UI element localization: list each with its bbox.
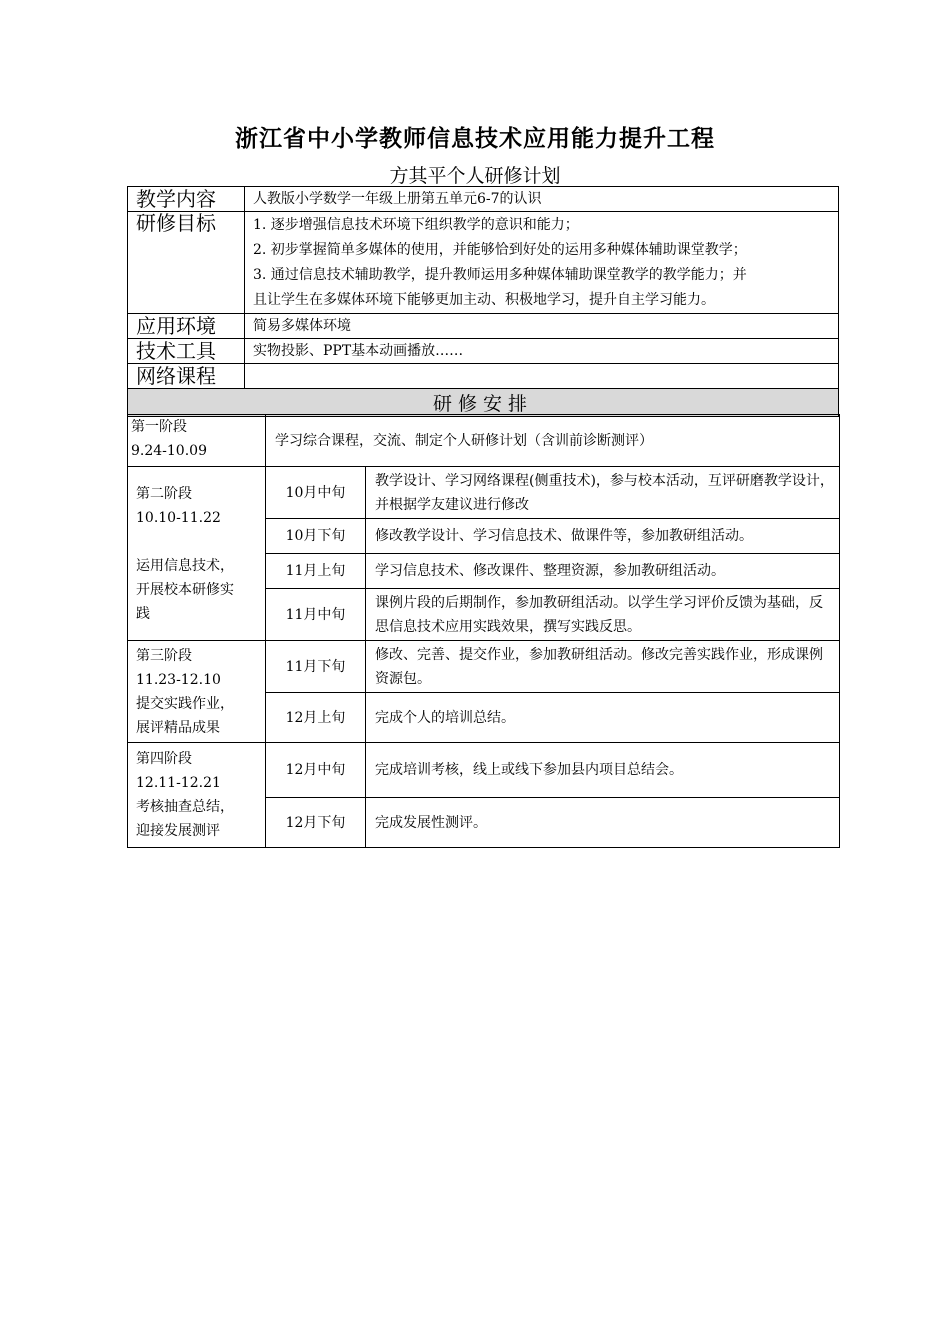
stage2-name: 第二阶段 (136, 485, 192, 502)
course-value (245, 364, 839, 389)
task-cell: 教学设计、学习网络课程(侧重技术)，参与校本活动，互评研磨教学设计，并根据学友建议进行修改 (366, 467, 840, 519)
goal-item: 2. 初步掌握简单多媒体的使用，并能够恰到好处的运用多种媒体辅助课堂教学； (253, 242, 747, 258)
content-value: 人教版小学数学一年级上册第五单元6-7的认识 (245, 187, 839, 212)
stage1-cell (128, 415, 266, 467)
task-cell: 修改教学设计、学习信息技术、做课件等，参加教研组活动。 (366, 519, 840, 554)
period-cell: 12月中旬 (266, 743, 366, 798)
task-cell: 完成培训考核，线上或线下参加县内项目总结会。 (366, 743, 840, 798)
stage4-dates: 12.11-12.21 (136, 775, 221, 791)
schedule-table (127, 414, 840, 848)
stage2-cell (128, 467, 266, 641)
stage3-dates: 11.23-12.10 (136, 671, 221, 688)
plan-subtitle: 方其平个人研修计划 (389, 165, 561, 187)
goal-item: 且让学生在多媒体环境下能够更加主动、积极地学习，提升自主学习能力。 (253, 292, 715, 308)
period-cell: 11月下旬 (266, 641, 366, 693)
task-cell: 修改、完善、提交作业，参加教研组活动。修改完善实践作业，形成课例资源包。 (366, 641, 840, 693)
goal-list (245, 212, 839, 314)
task-cell: 课例片段的后期制作，参加教研组活动。以学生学习评价反馈为基础，反思信息技术应用实践效果，撰写实践反思。 (366, 589, 840, 641)
stage2-desc: 开展校本研修实 (136, 581, 234, 598)
period-cell: 10月下旬 (266, 519, 366, 554)
stage4-cell (128, 743, 266, 848)
stage2-desc: 运用信息技术， (136, 557, 234, 574)
env-value: 简易多媒体环境 (245, 314, 839, 339)
stage2-dates: 10.10-11.22 (136, 509, 221, 526)
stage3-desc: 提交实践作业， (136, 695, 234, 712)
goal-item: 1. 逐步增强信息技术环境下组织教学的意识和能力； (253, 217, 579, 233)
goal-item: 3. 通过信息技术辅助教学，提升教师运用多种媒体辅助课堂教学的教学能力；并 (253, 267, 747, 283)
stage3-desc: 展评精品成果 (136, 719, 220, 736)
course-label: 网络课程 (128, 364, 245, 389)
task-cell: 学习信息技术、修改课件、整理资源，参加教研组活动。 (366, 554, 840, 589)
stage1-dates: 9.24-10.09 (131, 443, 207, 459)
period-cell: 12月下旬 (266, 798, 366, 848)
period-cell: 11月上旬 (266, 554, 366, 589)
period-cell: 12月上旬 (266, 693, 366, 743)
stage4-desc: 考核抽查总结， (136, 799, 234, 815)
period-cell: 10月中旬 (266, 467, 366, 519)
goal-label: 研修目标 (128, 212, 245, 314)
stage3-name: 第三阶段 (136, 647, 192, 664)
info-table (127, 186, 839, 417)
env-label: 应用环境 (128, 314, 245, 339)
period-cell: 11月中旬 (266, 589, 366, 641)
stage3-cell (128, 641, 266, 743)
task-cell: 完成发展性测评。 (366, 798, 840, 848)
page-title: 浙江省中小学教师信息技术应用能力提升工程 (235, 125, 715, 152)
stage4-name: 第四阶段 (136, 751, 192, 767)
tool-label: 技术工具 (128, 339, 245, 364)
task-cell: 完成个人的培训总结。 (366, 693, 840, 743)
stage4-desc: 迎接发展测评 (136, 823, 220, 839)
stage1-name: 第一阶段 (131, 419, 187, 435)
stage2-desc: 践 (136, 605, 150, 622)
schedule-header: 研修安排 (128, 389, 839, 417)
tool-value: 实物投影、PPT基本动画播放…… (245, 339, 839, 364)
content-label: 教学内容 (128, 187, 245, 212)
stage1-task: 学习综合课程，交流、制定个人研修计划（含训前诊断测评） (266, 415, 840, 467)
